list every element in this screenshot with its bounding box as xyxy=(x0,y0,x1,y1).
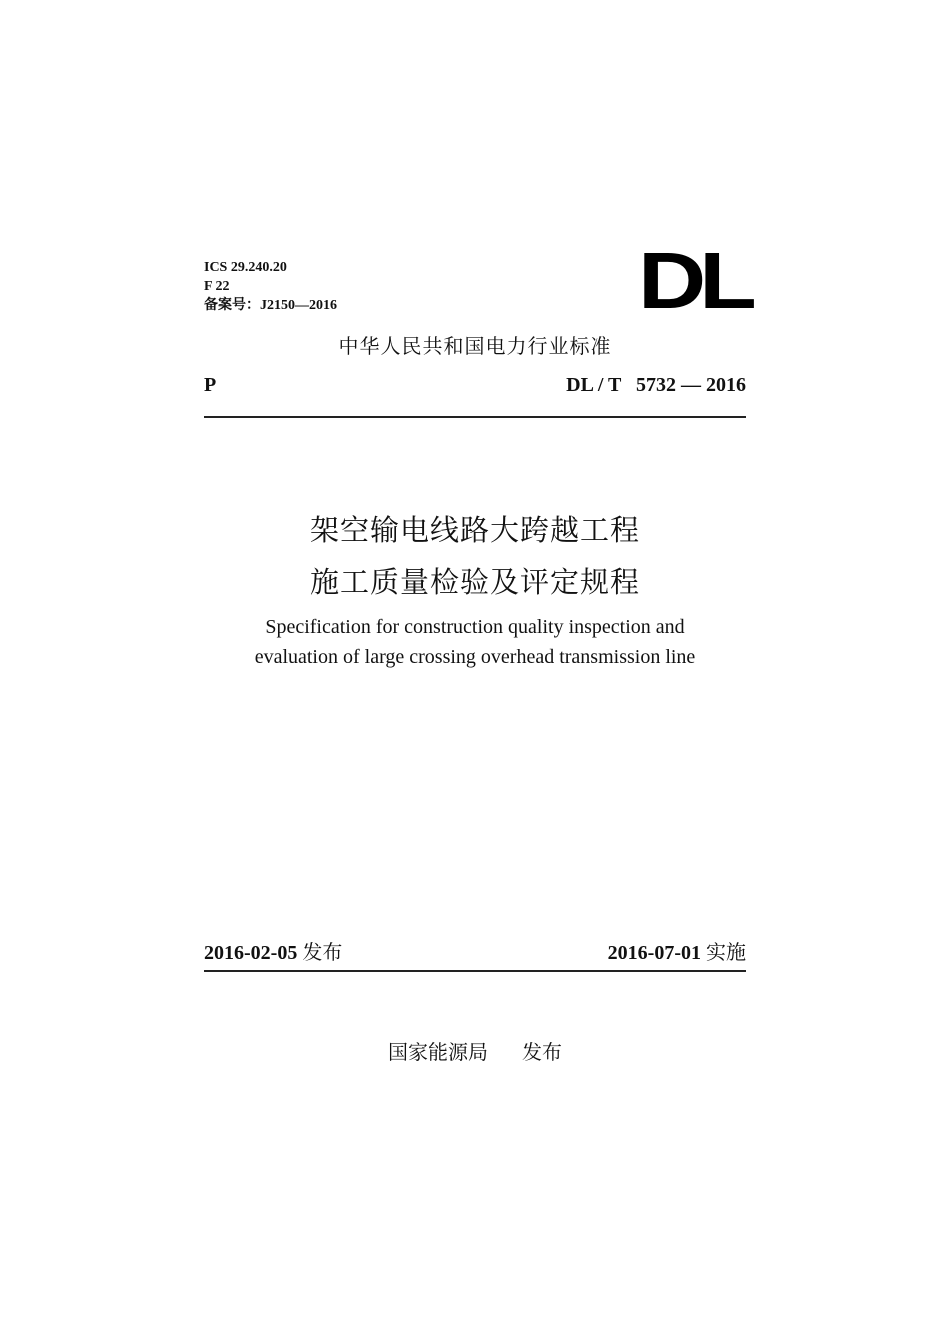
dl-logo: DL xyxy=(638,236,750,325)
title-en-line-2: evaluation of large crossing overhead transmission line xyxy=(254,646,696,668)
effective-date: 2016-07-01 xyxy=(607,942,701,964)
effective-date-group xyxy=(608,936,746,965)
issuer-name: 国家能源局 xyxy=(388,1040,488,1064)
standard-name: 中华人民共和国电力行业标准 xyxy=(338,334,612,358)
record-number: 备案号：J2150—2016 xyxy=(204,298,337,313)
effective-label: 实施 xyxy=(706,940,746,964)
category-letter: P xyxy=(204,374,217,396)
top-divider xyxy=(204,416,746,418)
issue-date-group xyxy=(204,936,342,965)
issue-date: 2016-02-05 xyxy=(204,942,298,964)
title-en-line-1: Specification for construction quality inspection and xyxy=(265,616,685,638)
issuer-line xyxy=(0,1036,950,1065)
dates-row xyxy=(204,936,746,964)
standard-code: DL / T 5732 — 2016 xyxy=(566,374,746,396)
title-cn-line-1: 架空输电线路大跨越工程 xyxy=(309,513,640,547)
classification-block xyxy=(204,258,337,315)
code-row xyxy=(204,374,746,400)
ics-code: ICS 29.240.20 xyxy=(204,260,287,275)
ccs-code: F 22 xyxy=(204,279,230,294)
bottom-divider xyxy=(204,970,746,972)
issuer-label: 发布 xyxy=(522,1040,562,1064)
title-cn-line-2: 施工质量检验及评定规程 xyxy=(309,565,640,599)
issue-label: 发布 xyxy=(302,940,343,964)
